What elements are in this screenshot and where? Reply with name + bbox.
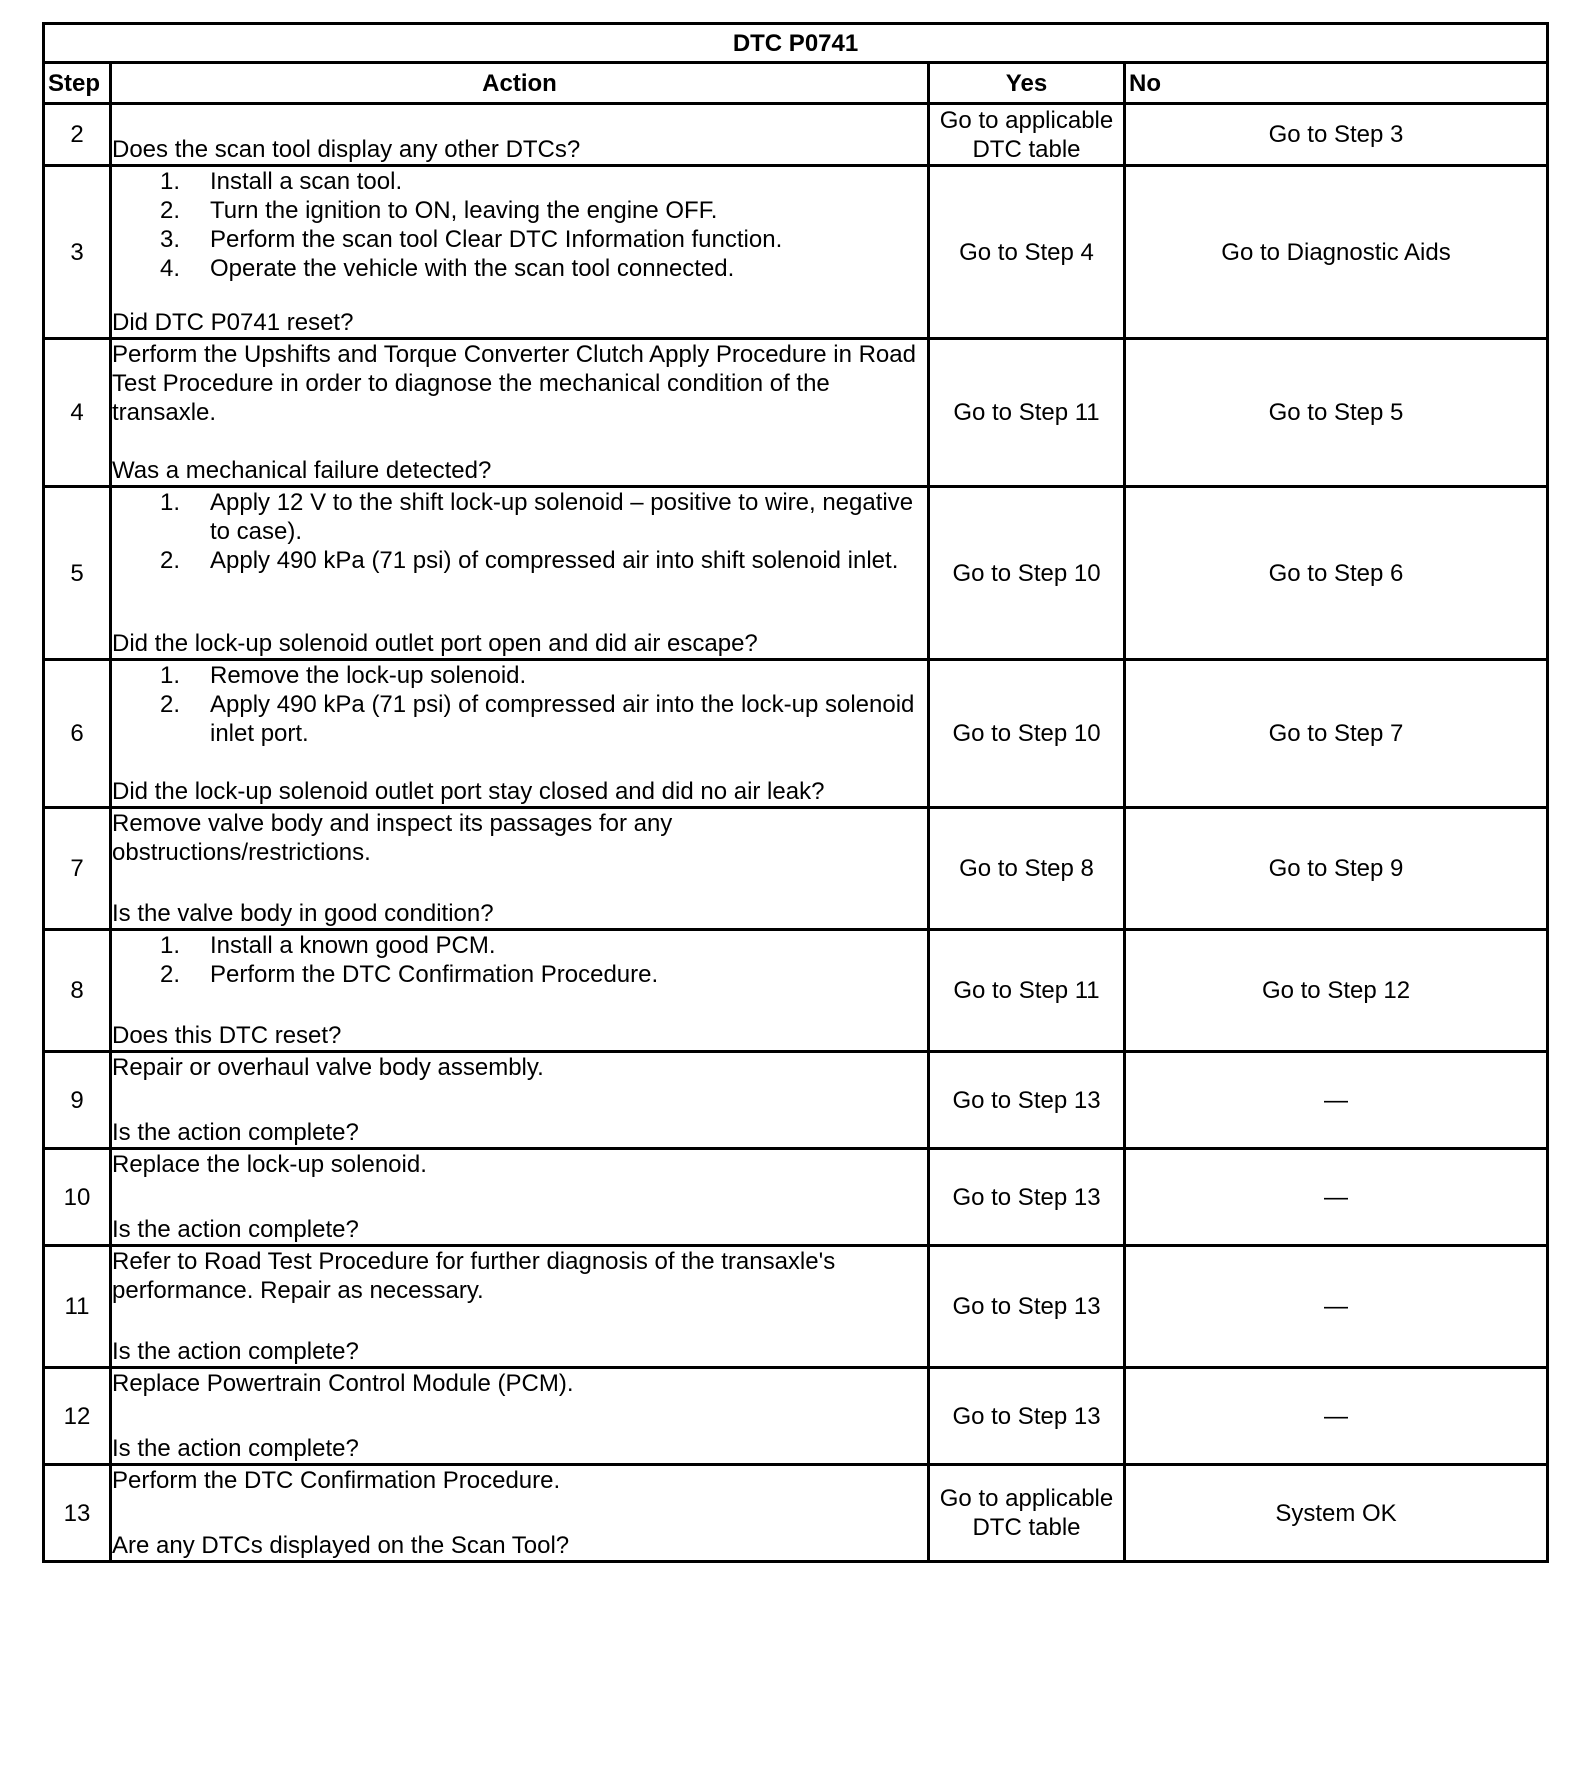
action-step-number: 2. — [160, 691, 181, 718]
no-outcome: Go to Step 6 — [1125, 487, 1548, 660]
header-row — [44, 63, 1548, 104]
table-row — [44, 339, 1548, 487]
step-number: 9 — [44, 1052, 111, 1149]
action-step-text: Turn the ignition to ON, leaving the engine OFF. — [210, 197, 718, 224]
table-row — [44, 104, 1548, 166]
action-cell — [111, 1246, 929, 1368]
yes-cell — [929, 166, 1125, 339]
action-content — [112, 661, 927, 806]
action-step-item — [112, 254, 927, 283]
table-row — [44, 1149, 1548, 1246]
action-cell — [111, 1149, 929, 1246]
yes-cell — [929, 1465, 1125, 1562]
header-no: No — [1125, 63, 1548, 104]
table-row — [44, 1246, 1548, 1368]
action-cell — [111, 166, 929, 339]
action-step-text: Operate the vehicle with the scan tool connected. — [210, 255, 735, 282]
header-action: Action — [111, 63, 929, 104]
yes-cell — [929, 487, 1125, 660]
yes-outcome: Go to Step 11 — [953, 977, 1100, 1004]
table-row — [44, 930, 1548, 1052]
dtc-table — [42, 22, 1549, 1563]
action-step-text: Install a scan tool. — [210, 168, 403, 195]
action-question: Is the action complete? — [112, 1216, 359, 1243]
yes-outcome: DTC table — [972, 1514, 1081, 1541]
action-step-item — [112, 661, 927, 690]
action-content — [112, 488, 927, 658]
action-intro: Replace Powertrain Control Module (PCM). — [112, 1370, 574, 1397]
step-number: 5 — [44, 487, 111, 660]
no-outcome: Go to Step 12 — [1125, 930, 1548, 1052]
yes-cell — [929, 930, 1125, 1052]
no-outcome: Go to Step 3 — [1125, 104, 1548, 166]
action-steps-list — [112, 661, 927, 748]
action-instructions — [112, 931, 927, 989]
action-step-text: Apply 490 kPa (71 psi) of compressed air into shift solenoid inlet. — [210, 547, 899, 574]
action-instructions — [112, 1053, 927, 1082]
action-intro: Replace the lock-up solenoid. — [112, 1151, 427, 1178]
no-outcome: Go to Diagnostic Aids — [1125, 166, 1548, 339]
action-step-text: Apply 12 V to the shift lock-up solenoid – positive to wire, negative to case). — [210, 489, 914, 545]
action-step-number: 1. — [160, 489, 181, 516]
no-outcome: — — [1125, 1246, 1548, 1368]
action-step-item — [112, 960, 927, 989]
action-content — [112, 1150, 927, 1244]
yes-outcome: Go to Step 13 — [952, 1293, 1101, 1320]
action-instructions — [112, 167, 927, 283]
step-number: 13 — [44, 1465, 111, 1562]
action-question: Was a mechanical failure detected? — [112, 457, 492, 484]
action-cell — [111, 808, 929, 930]
table-row — [44, 487, 1548, 660]
step-number: 6 — [44, 660, 111, 808]
action-step-item — [112, 225, 927, 254]
action-step-text: Apply 490 kPa (71 psi) of compressed air into the lock-up solenoid inlet port. — [210, 691, 915, 747]
action-cell — [111, 930, 929, 1052]
action-step-item — [112, 546, 927, 575]
action-intro: Refer to Road Test Procedure for further diagnosis of the transaxle's performance. Repair as necessary. — [112, 1248, 836, 1304]
title-row — [44, 24, 1548, 63]
action-cell — [111, 1052, 929, 1149]
step-number: 2 — [44, 104, 111, 166]
action-instructions — [112, 488, 927, 575]
action-step-number: 2. — [160, 961, 181, 988]
no-outcome: — — [1125, 1052, 1548, 1149]
action-content — [112, 167, 927, 337]
action-question: Is the action complete? — [112, 1435, 359, 1462]
step-number: 8 — [44, 930, 111, 1052]
action-instructions — [112, 1247, 927, 1305]
action-step-text: Perform the scan tool Clear DTC Information function. — [210, 226, 783, 253]
action-step-item — [112, 196, 927, 225]
action-content — [112, 1247, 927, 1366]
action-step-text: Perform the DTC Confirmation Procedure. — [210, 961, 659, 988]
step-number: 4 — [44, 339, 111, 487]
action-step-number: 3. — [160, 226, 181, 253]
yes-cell — [929, 1149, 1125, 1246]
action-step-number: 2. — [160, 197, 181, 224]
yes-cell — [929, 339, 1125, 487]
yes-cell — [929, 1246, 1125, 1368]
action-content — [112, 1466, 927, 1560]
action-cell — [111, 339, 929, 487]
action-intro: Perform the DTC Confirmation Procedure. — [112, 1467, 561, 1494]
action-question: Is the valve body in good condition? — [112, 900, 494, 927]
header-yes: Yes — [929, 63, 1125, 104]
action-content — [112, 931, 927, 1050]
step-number: 10 — [44, 1149, 111, 1246]
action-instructions — [112, 1369, 927, 1398]
action-step-number: 1. — [160, 662, 181, 689]
no-outcome: Go to Step 5 — [1125, 339, 1548, 487]
action-instructions — [112, 1466, 927, 1495]
action-content — [112, 105, 927, 164]
action-step-item — [112, 488, 927, 546]
action-question: Are any DTCs displayed on the Scan Tool? — [112, 1532, 570, 1559]
action-content — [112, 340, 927, 485]
table-row — [44, 660, 1548, 808]
action-instructions — [112, 1150, 927, 1179]
step-number: 3 — [44, 166, 111, 339]
yes-cell — [929, 660, 1125, 808]
action-cell — [111, 104, 929, 166]
action-intro: Remove valve body and inspect its passages for any obstructions/restrictions. — [112, 810, 673, 866]
yes-outcome: Go to Step 4 — [959, 238, 1094, 266]
yes-outcome: Go to Step 10 — [952, 559, 1101, 587]
action-content — [112, 809, 927, 928]
yes-outcome: Go to Step 10 — [952, 720, 1101, 747]
action-question: Does the scan tool display any other DTCs? — [112, 136, 581, 163]
action-question: Is the action complete? — [112, 1119, 359, 1146]
yes-cell — [929, 104, 1125, 166]
step-number: 11 — [44, 1246, 111, 1368]
no-outcome: — — [1125, 1368, 1548, 1465]
yes-outcome: Go to Step 13 — [952, 1183, 1101, 1211]
header-step: Step — [44, 63, 111, 104]
action-steps-list — [112, 167, 927, 283]
action-instructions — [112, 809, 927, 867]
table-row — [44, 1465, 1548, 1562]
action-cell — [111, 1368, 929, 1465]
action-question: Did the lock-up solenoid outlet port stay closed and did no air leak? — [112, 778, 825, 805]
table-row — [44, 166, 1548, 339]
table-row — [44, 808, 1548, 930]
action-step-item — [112, 690, 927, 748]
dtc-table-body — [44, 24, 1548, 1562]
action-step-number: 4. — [160, 255, 181, 282]
action-instructions — [112, 661, 927, 748]
action-step-item — [112, 931, 927, 960]
action-step-text: Remove the lock-up solenoid. — [210, 662, 527, 689]
action-step-text: Install a known good PCM. — [210, 932, 496, 959]
action-cell — [111, 487, 929, 660]
action-step-item — [112, 167, 927, 196]
action-step-number: 2. — [160, 547, 181, 574]
table-row — [44, 1368, 1548, 1465]
yes-cell — [929, 1368, 1125, 1465]
step-number: 7 — [44, 808, 111, 930]
action-steps-list — [112, 931, 927, 989]
action-intro: Repair or overhaul valve body assembly. — [112, 1054, 544, 1081]
table-title: DTC P0741 — [44, 24, 1548, 63]
no-outcome: Go to Step 7 — [1125, 660, 1548, 808]
action-cell — [111, 660, 929, 808]
action-question: Did the lock-up solenoid outlet port open and did air escape? — [112, 630, 758, 657]
action-question: Does this DTC reset? — [112, 1022, 342, 1049]
yes-outcome: Go to applicable — [939, 106, 1114, 134]
action-step-number: 1. — [160, 932, 181, 959]
yes-cell — [929, 808, 1125, 930]
yes-outcome: Go to Step 13 — [952, 1086, 1101, 1114]
no-outcome: — — [1125, 1149, 1548, 1246]
action-steps-list — [112, 488, 927, 575]
action-step-number: 1. — [160, 168, 181, 195]
no-outcome: System OK — [1125, 1465, 1548, 1562]
step-number: 12 — [44, 1368, 111, 1465]
action-cell — [111, 1465, 929, 1562]
action-question: Did DTC P0741 reset? — [112, 309, 354, 336]
yes-outcome: Go to Step 8 — [959, 855, 1094, 882]
yes-outcome: DTC table — [972, 135, 1081, 163]
action-content — [112, 1053, 927, 1147]
action-instructions — [112, 340, 927, 427]
action-question: Is the action complete? — [112, 1338, 359, 1365]
yes-outcome: Go to Step 13 — [952, 1402, 1101, 1430]
action-content — [112, 1369, 927, 1463]
yes-outcome: Go to Step 11 — [953, 399, 1100, 426]
no-outcome: Go to Step 9 — [1125, 808, 1548, 930]
yes-outcome: Go to applicable — [939, 1485, 1114, 1512]
table-row — [44, 1052, 1548, 1149]
yes-cell — [929, 1052, 1125, 1149]
action-intro: Perform the Upshifts and Torque Converter Clutch Apply Procedure in Road Test Procedure in order to diagnose the mechanical condition of the transaxle. — [112, 341, 916, 426]
